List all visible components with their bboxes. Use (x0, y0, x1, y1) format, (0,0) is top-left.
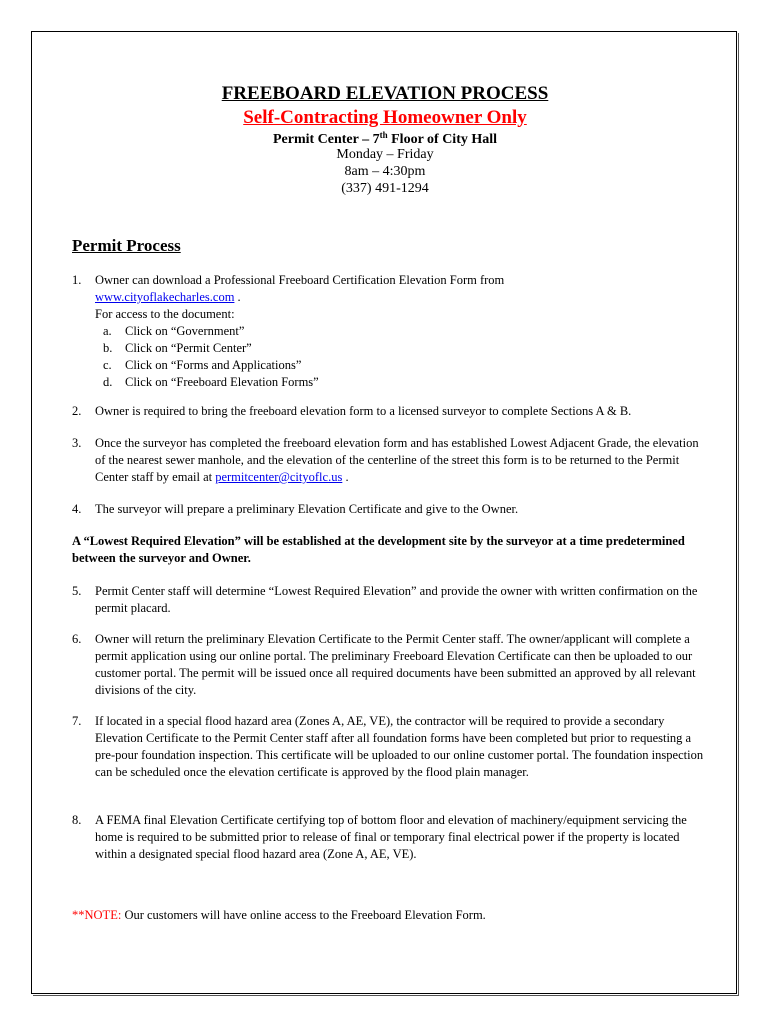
location-post: Floor of City Hall (387, 132, 498, 147)
item-number: 6. (72, 632, 82, 646)
access-text: For access to the document: (95, 307, 235, 321)
lowest-required-elevation-note: A “Lowest Required Elevation” will be established at the development site by the surveyor at a time predetermined between the surveyor and Owner. (72, 534, 685, 565)
item-text: The surveyor will prepare a preliminary Elevation Certificate and give to the Owner. (95, 502, 519, 516)
list-item-5 (72, 583, 712, 617)
location-pre: Permit Center – 7 (272, 132, 380, 147)
item-text: Owner will return the preliminary Elevation Certificate to the Permit Center staff. The owner/applicant will complete a permit application using our online portal. The preliminary Freeboard Elevation Certificate can then be uploaded to our customer portal. The permit will be issued once all required documents have been submitted an approved by all relevant divisions of the city. (95, 632, 696, 697)
item-text: If located in a special flood hazard area (Zones A, AE, VE), the contractor will be required to provide a secondary Elevation Certificate to the Permit Center staff after all foundation forms have been completed but prior to requesting a pre-pour foundation inspection. This certificate will be uploaded to our online customer portal. The foundation inspection can be scheduled once the elevation certificate is approved by the flood plain manager. (95, 714, 704, 779)
item-number: 5. (72, 584, 82, 598)
item-number: 7. (72, 714, 82, 728)
office-phone: (337) 491-1294 (341, 181, 429, 196)
list-item-3 (72, 435, 712, 486)
office-hours: 8am – 4:30pm (344, 164, 426, 179)
item-number: 8. (72, 813, 82, 827)
list-item-6 (72, 631, 712, 699)
sub-item-a: a. Click on “Government” (103, 324, 245, 338)
sub-item-d: d. Click on “Freeboard Elevation Forms” (103, 375, 319, 389)
item-text: Permit Center staff will determine “Lowest Required Elevation” and provide the owner with written confirmation on the permit placard. (95, 584, 698, 615)
list-item-8 (72, 812, 712, 863)
office-days: Monday – Friday (336, 147, 434, 162)
location-line (0, 130, 770, 148)
note-prefix: **NOTE: (72, 908, 122, 922)
item-number: 3. (72, 436, 82, 450)
section-heading: Permit Process (72, 236, 181, 255)
item-number: 4. (72, 502, 82, 516)
email-link[interactable]: permitcenter@cityoflc.us (215, 470, 343, 484)
location-sup: th (379, 130, 388, 140)
item-text: Owner can download a Professional Freeboard Certification Elevation Form from (95, 273, 505, 287)
list-item-1 (72, 272, 712, 391)
item-number: 2. (72, 404, 82, 418)
final-note (72, 908, 486, 923)
list-item-2 (72, 403, 712, 420)
item-number: 1. (72, 273, 82, 287)
document-title: FREEBOARD ELEVATION PROCESS (221, 83, 549, 104)
list-item-7 (72, 713, 712, 781)
item-text: Owner is required to bring the freeboard elevation form to a licensed surveyor to complete Sections A & B. (95, 404, 632, 418)
item-text: A FEMA final Elevation Certificate certifying top of bottom floor and elevation of machinery/equipment servicing the home is required to be submitted prior to release of final or temporary final electrical power if the property is located within a designated special flood hazard area (Zone A, AE, VE). (95, 813, 687, 861)
link-suffix: . (234, 290, 241, 304)
website-link[interactable]: www.cityoflakecharles.com (95, 290, 235, 304)
sub-item-b: b. Click on “Permit Center” (103, 341, 252, 355)
note-text: Our customers will have online access to the Freeboard Elevation Form. (121, 908, 486, 922)
link-suffix: . (342, 470, 349, 484)
list-item-4 (72, 501, 712, 518)
document-subtitle: Self-Contracting Homeowner Only (243, 107, 527, 128)
item-text: Once the surveyor has completed the freeboard elevation form and has established Lowest Adjacent Grade, the elevation of the nearest sewer manhole, and the elevation of the centerline of the street this form is to be returned to the Permit Center staff by email at (95, 436, 699, 484)
sub-item-c: c. Click on “Forms and Applications” (103, 358, 302, 372)
